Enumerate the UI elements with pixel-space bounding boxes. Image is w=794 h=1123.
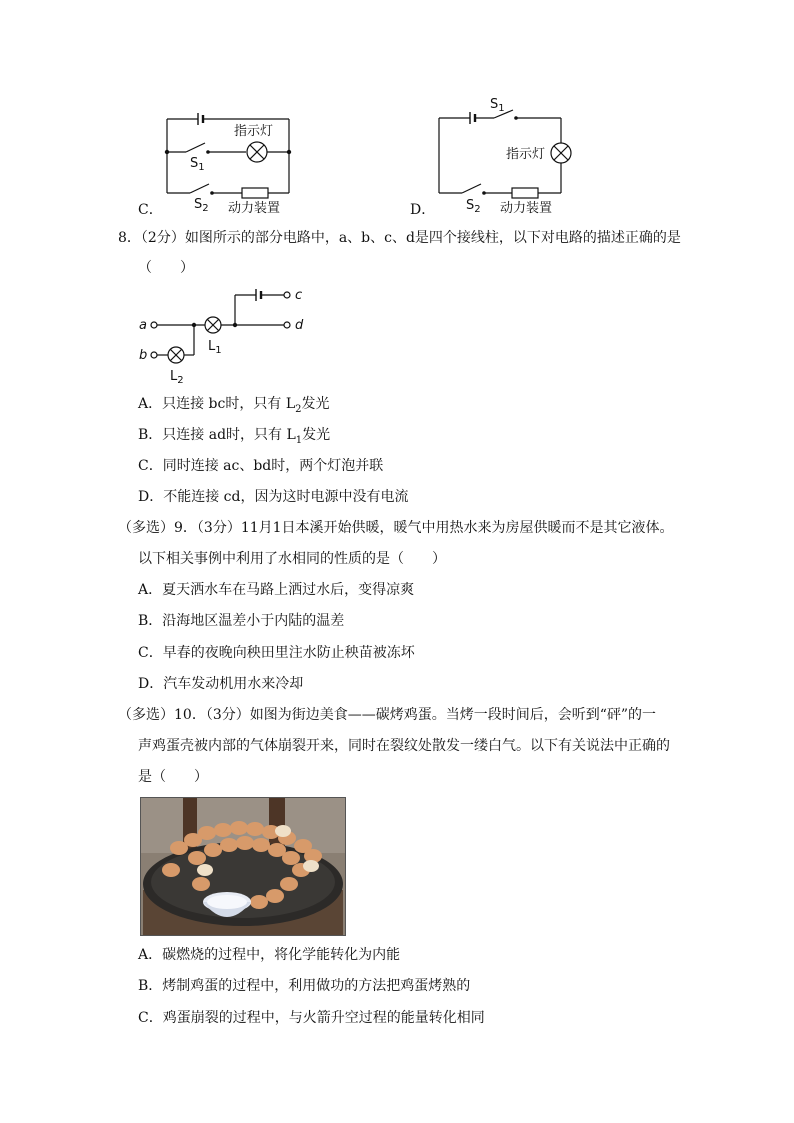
q10-option-b: B．烤制鸡蛋的过程中，利用做功的方法把鸡蛋烤熟的 bbox=[138, 978, 471, 994]
q9-stem-line2: 以下相关事例中利用了水相同的性质的是（ ） bbox=[138, 551, 446, 567]
roasted-eggs-photo bbox=[140, 797, 346, 936]
q8-option-b: B．只连接 ad时，只有 $L_1$发光 bbox=[138, 427, 331, 446]
option-c-label: C． bbox=[138, 202, 163, 218]
q8-stem: 8．（2分）如图所示的部分电路中，a、b、c、d是四个接线柱，以下对电路的描述正确的是 bbox=[118, 230, 681, 246]
lamp-label-c: 指示灯 bbox=[234, 124, 274, 139]
q10-stem-line3: 是（ ） bbox=[138, 769, 208, 785]
terminal-c: c bbox=[295, 288, 303, 303]
circuit-diagram-d bbox=[420, 92, 580, 218]
q8-option-d: D．不能连接 cd，因为这时电源中没有电流 bbox=[138, 489, 409, 505]
q8-answer-paren: （ ） bbox=[138, 260, 194, 276]
terminal-a: a bbox=[139, 318, 147, 333]
q10-option-c: C．鸡蛋崩裂的过程中，与火箭升空过程的能量转化相同 bbox=[138, 1010, 485, 1026]
circuit-diagram-c bbox=[150, 100, 310, 218]
switch-s1-c: $S_1$ bbox=[190, 156, 205, 173]
switch-s1-d: $S_1$ bbox=[490, 97, 505, 114]
lamp-l2-label: $L_2$ bbox=[170, 369, 184, 386]
q10-option-a: A．碳燃烧的过程中，将化学能转化为内能 bbox=[138, 947, 401, 963]
terminal-d: d bbox=[295, 318, 304, 333]
q9-option-a: A．夏天洒水车在马路上洒过水后，变得凉爽 bbox=[138, 582, 415, 598]
device-label-c: 动力装置 bbox=[228, 201, 281, 216]
q10-stem-line1: （多选）10．（3分）如图为街边美食——碳烤鸡蛋。当烤一段时间后，会听到“砰”的一 bbox=[118, 707, 657, 723]
q9-stem-line1: （多选）9．（3分）11月1日本溪开始供暖，暖气中用热水来为房屋供暖而不是其它液体。 bbox=[118, 520, 674, 536]
option-d-label: D． bbox=[410, 202, 436, 218]
switch-s2-c: $S_2$ bbox=[194, 197, 209, 214]
q9-option-c: C．早春的夜晚向秧田里注水防止秧苗被冻坏 bbox=[138, 645, 415, 661]
lamp-l1-label: $L_1$ bbox=[208, 339, 222, 356]
device-label-d: 动力装置 bbox=[500, 201, 553, 216]
q8-circuit-figure bbox=[132, 282, 322, 386]
lamp-label-d: 指示灯 bbox=[506, 147, 546, 162]
q8-option-a: A．只连接 bc时，只有 $L_2$发光 bbox=[138, 396, 330, 415]
q10-stem-line2: 声鸡蛋壳被内部的气体崩裂开来，同时在裂纹处散发一缕白气。以下有关说法中正确的 bbox=[138, 738, 670, 754]
q9-option-b: B．沿海地区温差小于内陆的温差 bbox=[138, 613, 345, 629]
q9-option-d: D．汽车发动机用水来冷却 bbox=[138, 676, 304, 692]
q8-option-c: C．同时连接 ac、bd时，两个灯泡并联 bbox=[138, 458, 384, 474]
terminal-b: b bbox=[139, 348, 148, 363]
switch-s2-d: $S_2$ bbox=[466, 198, 481, 215]
